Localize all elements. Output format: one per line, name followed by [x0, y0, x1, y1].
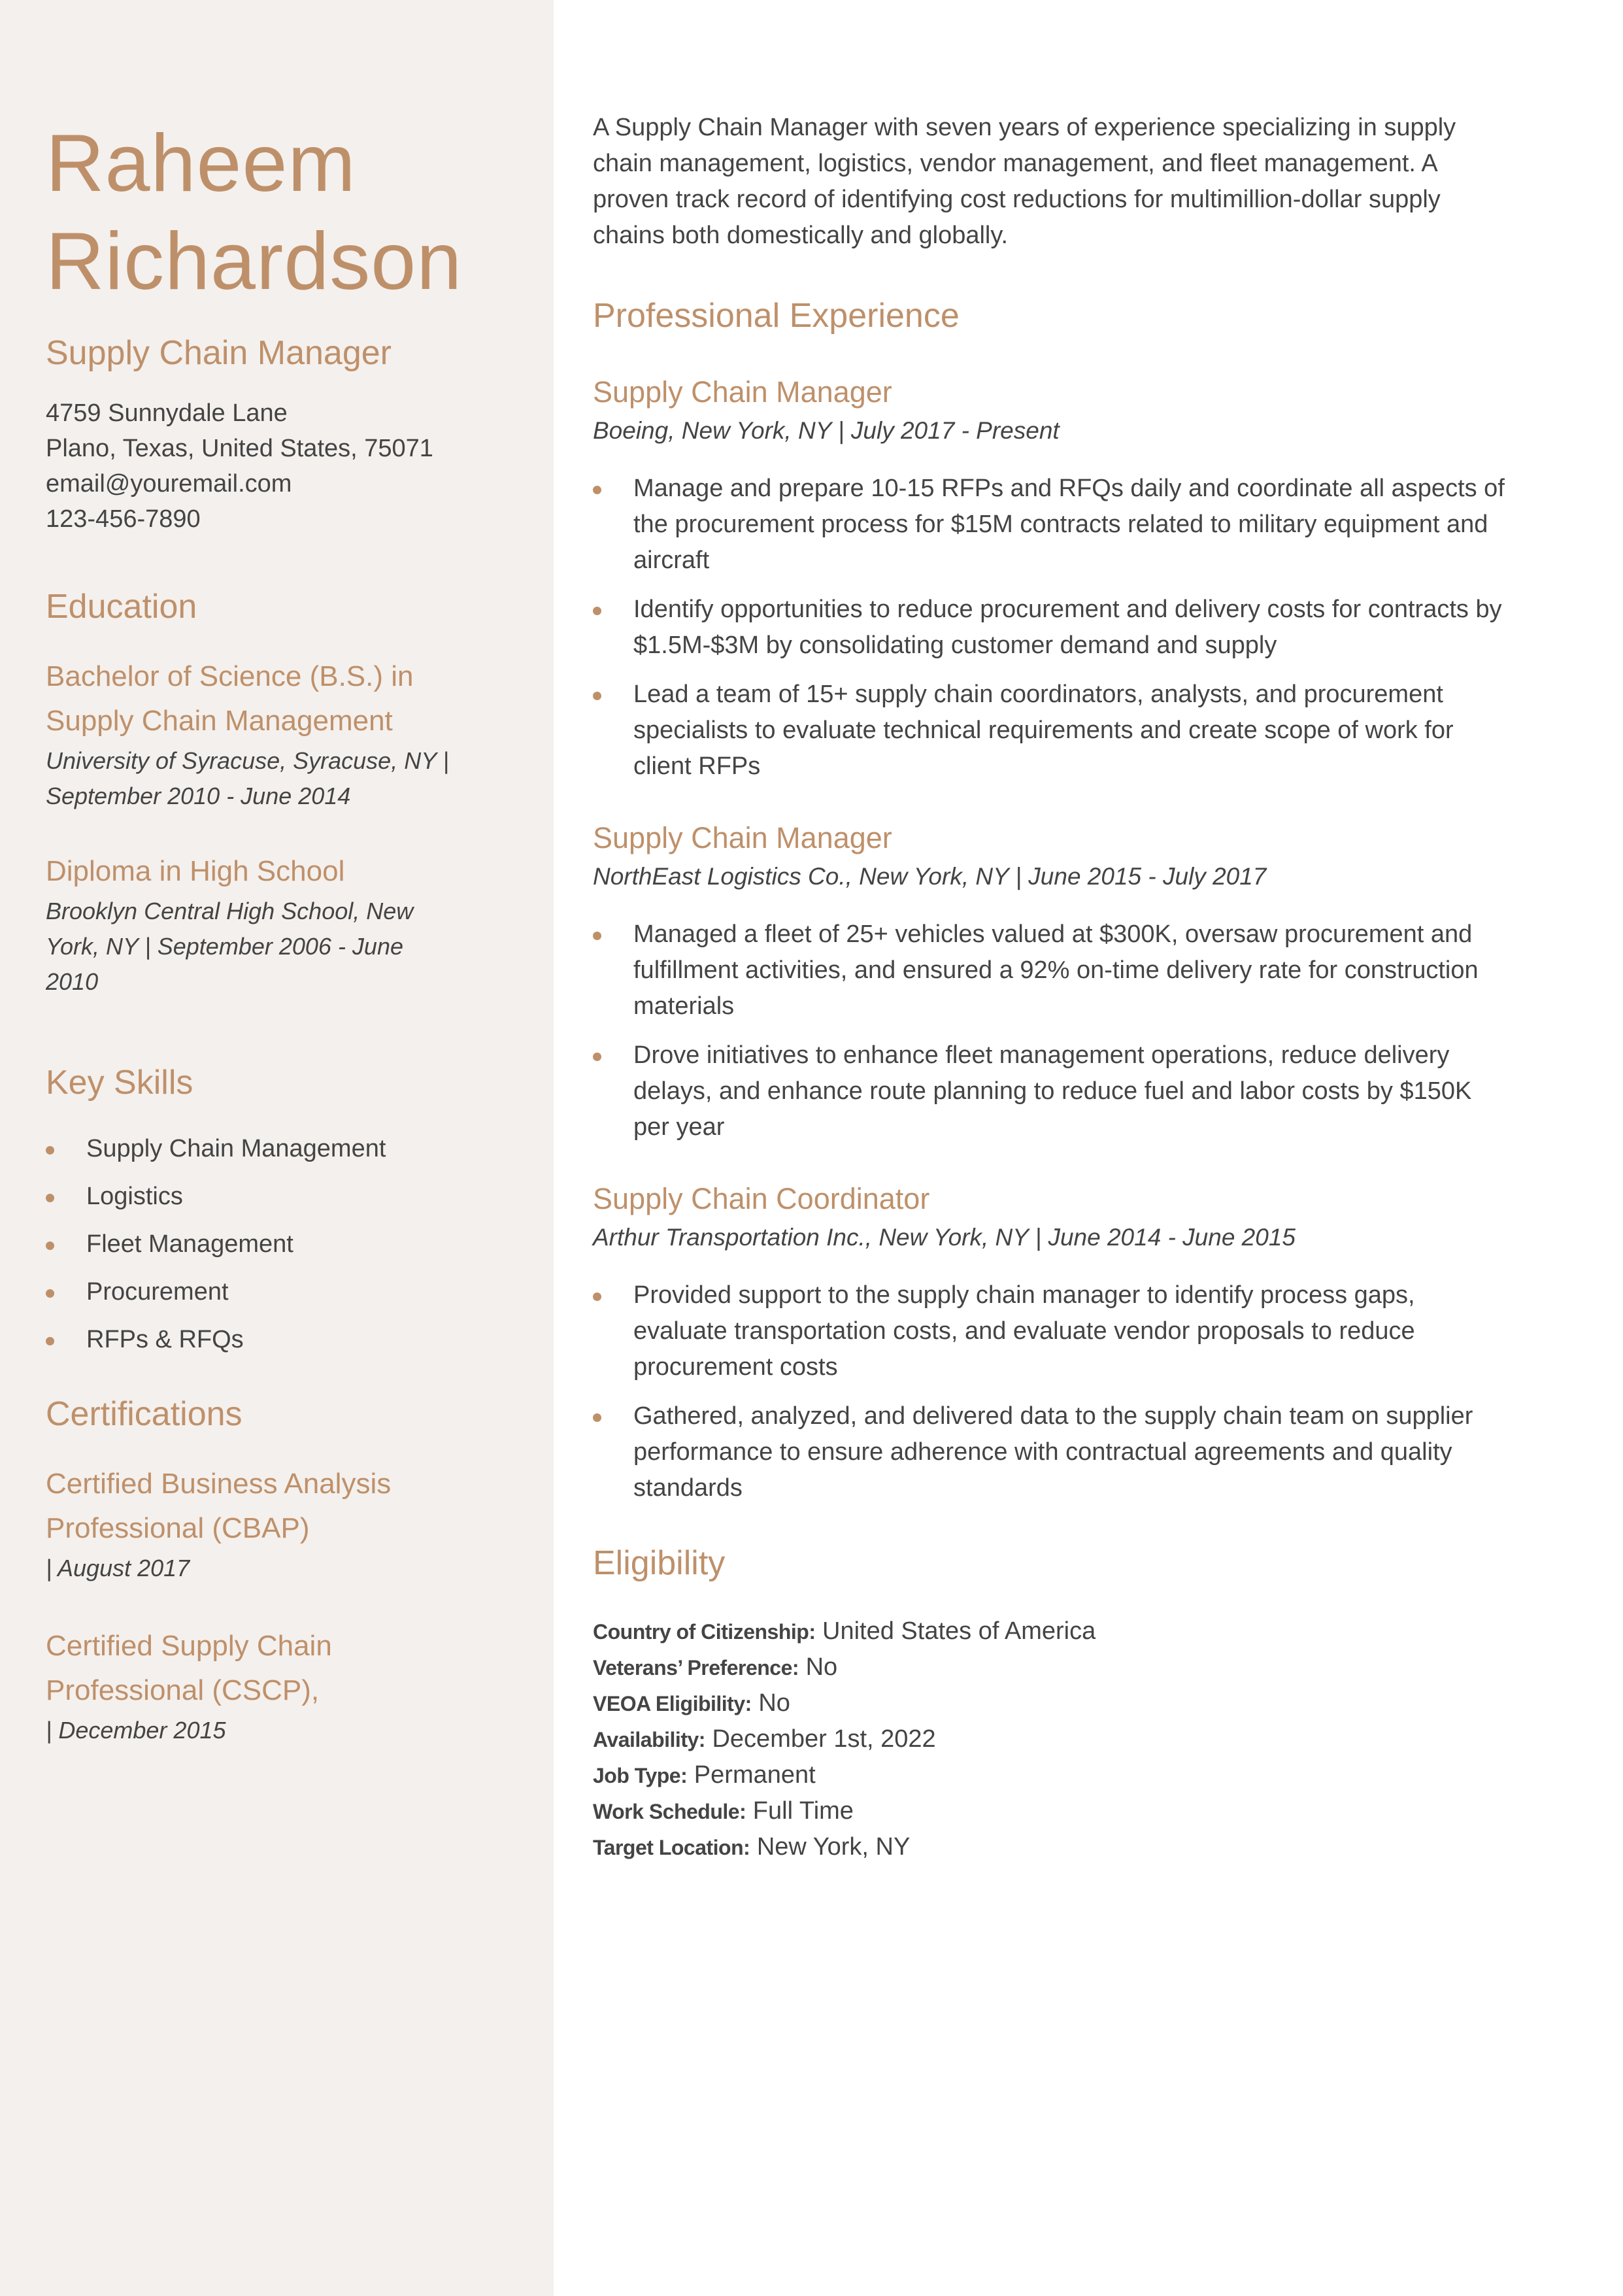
eligibility-row [593, 1793, 1573, 1829]
bullet-line: Gathered, analyzed, and delivered data to the supply chain team on supplier [633, 1402, 1473, 1430]
job-bullets [593, 1277, 1573, 1506]
eligibility-value: Full Time [746, 1797, 854, 1825]
bullet-line: performance to ensure adherence with contractual agreements and quality [633, 1438, 1452, 1466]
eligibility-value: December 1st, 2022 [705, 1725, 936, 1753]
eligibility-row [593, 1757, 1573, 1793]
certification-name: Professional (CBAP) [46, 1512, 310, 1544]
contact-block [46, 396, 516, 537]
job-entry [593, 817, 1573, 1145]
sidebar [0, 0, 554, 2296]
name-first: Raheem [46, 118, 356, 209]
skills-list [46, 1125, 516, 1364]
certification-date: | December 2015 [46, 1717, 226, 1744]
eligibility-label: VEOA Eligibility: [593, 1692, 752, 1715]
experience-heading: Professional Experience [593, 297, 960, 335]
job-meta: Boeing, New York, NY | July 2017 - Present [593, 417, 1060, 444]
job-meta: Arthur Transportation Inc., New York, NY | June 2014 - June 2015 [593, 1224, 1296, 1251]
professional-summary [593, 110, 1573, 254]
job-bullets [593, 917, 1573, 1145]
job-entry [593, 371, 1573, 785]
eligibility-row [593, 1649, 1573, 1685]
eligibility-value: No [751, 1689, 790, 1717]
bullet-line: $1.5M-$3M by consolidating customer demand and supply [633, 632, 1277, 659]
summary-line: A Supply Chain Manager with seven years of experience specializing in supply [593, 114, 1456, 141]
job-bullet [593, 1277, 1573, 1385]
degree-title: Diploma in High School [46, 855, 345, 887]
bullet-line: Lead a team of 15+ supply chain coordinators, analysts, and procurement [633, 681, 1443, 708]
certification-name: Professional (CSCP), [46, 1674, 320, 1706]
bullet-line: aircraft [633, 547, 710, 574]
bullet-line: fulfillment activities, and ensured a 92% on-time delivery rate for construction [633, 956, 1479, 984]
job-bullets [593, 471, 1573, 785]
eligibility-value: United States of America [815, 1617, 1096, 1645]
eligibility-value: Permanent [687, 1761, 816, 1789]
summary-line: chain management, logistics, vendor management, and fleet management. A [593, 150, 1438, 177]
eligibility-row [593, 1685, 1573, 1721]
degree-title: Supply Chain Management [46, 705, 393, 737]
candidate-role: Supply Chain Manager [46, 334, 392, 372]
job-bullet [593, 1398, 1573, 1506]
skill-item: RFPs & RFQs [46, 1316, 516, 1364]
eligibility-value: New York, NY [750, 1833, 911, 1861]
job-entry [593, 1178, 1573, 1506]
bullet-line: per year [633, 1113, 725, 1141]
sidebar-content [46, 114, 516, 1748]
eligibility-value: No [799, 1653, 838, 1681]
job-bullet [593, 677, 1573, 785]
bullet-line: specialists to evaluate technical requirements and create scope of work for [633, 717, 1454, 744]
certification-name: Certified Business Analysis [46, 1468, 392, 1500]
contact-email: email@youremail.com [46, 470, 292, 498]
eligibility-row [593, 1721, 1573, 1757]
bullet-line: Provided support to the supply chain manager to identify process gaps, [633, 1281, 1415, 1309]
eligibility-label: Availability: [593, 1728, 705, 1751]
degree-meta: University of Syracuse, Syracuse, NY | [46, 747, 449, 774]
name-last: Richardson [46, 216, 463, 307]
skills-heading: Key Skills [46, 1064, 193, 1102]
certification-name: Certified Supply Chain [46, 1630, 332, 1662]
certifications-heading: Certifications [46, 1395, 243, 1433]
bullet-line: Manage and prepare 10-15 RFPs and RFQs daily and coordinate all aspects of [633, 475, 1505, 502]
eligibility-label: Target Location: [593, 1836, 750, 1859]
certification-item [46, 1462, 516, 1586]
degree-meta: 2010 [46, 968, 99, 995]
education-item [46, 654, 516, 814]
job-bullet [593, 917, 1573, 1024]
skill-item: Supply Chain Management [46, 1125, 516, 1173]
bullet-line: Drove initiatives to enhance fleet management operations, reduce delivery [633, 1041, 1450, 1069]
job-title: Supply Chain Manager [593, 821, 892, 854]
job-bullet [593, 1038, 1573, 1145]
bullet-line: procurement costs [633, 1353, 838, 1381]
bullet-line: Managed a fleet of 25+ vehicles valued at $300K, oversaw procurement and [633, 920, 1473, 948]
eligibility-label: Job Type: [593, 1764, 688, 1787]
candidate-name [46, 114, 516, 311]
bullet-line: materials [633, 992, 735, 1020]
degree-meta: York, NY | September 2006 - June [46, 933, 403, 960]
contact-city: Plano, Texas, United States, 75071 [46, 435, 433, 462]
job-meta: NorthEast Logistics Co., New York, NY | June 2015 - July 2017 [593, 863, 1267, 890]
job-bullet [593, 471, 1573, 579]
eligibility-row [593, 1829, 1573, 1865]
job-title: Supply Chain Manager [593, 375, 892, 409]
skill-item: Logistics [46, 1173, 516, 1221]
contact-street: 4759 Sunnydale Lane [46, 399, 288, 427]
eligibility-row [593, 1613, 1573, 1649]
skill-item: Procurement [46, 1268, 516, 1316]
eligibility-label: Veterans’ Preference: [593, 1656, 799, 1680]
contact-phone: 123-456-7890 [46, 505, 201, 533]
bullet-line: the procurement process for $15M contracts related to military equipment and [633, 511, 1488, 538]
summary-line: proven track record of identifying cost reductions for multimillion-dollar supply [593, 186, 1441, 213]
degree-title: Bachelor of Science (B.S.) in [46, 660, 414, 692]
bullet-line: client RFPs [633, 752, 761, 780]
education-item [46, 849, 516, 1000]
eligibility-label: Country of Citizenship: [593, 1620, 816, 1644]
bullet-line: standards [633, 1474, 743, 1502]
eligibility-list [593, 1613, 1573, 1865]
summary-line: chains both domestically and globally. [593, 222, 1009, 249]
bullet-line: evaluate transportation costs, and evaluate vendor proposals to reduce [633, 1317, 1415, 1345]
degree-meta: September 2010 - June 2014 [46, 783, 351, 809]
bullet-line: delays, and enhance route planning to reduce fuel and labor costs by $150K [633, 1077, 1472, 1105]
degree-meta: Brooklyn Central High School, New [46, 898, 414, 924]
bullet-line: Identify opportunities to reduce procurement and delivery costs for contracts by [633, 596, 1502, 623]
certification-item [46, 1624, 516, 1748]
education-heading: Education [46, 588, 197, 626]
eligibility-heading: Eligibility [593, 1544, 726, 1582]
main-content [593, 110, 1573, 1865]
skill-item: Fleet Management [46, 1221, 516, 1268]
certification-date: | August 2017 [46, 1555, 190, 1581]
eligibility-label: Work Schedule: [593, 1800, 746, 1823]
job-bullet [593, 592, 1573, 664]
job-title: Supply Chain Coordinator [593, 1182, 930, 1215]
